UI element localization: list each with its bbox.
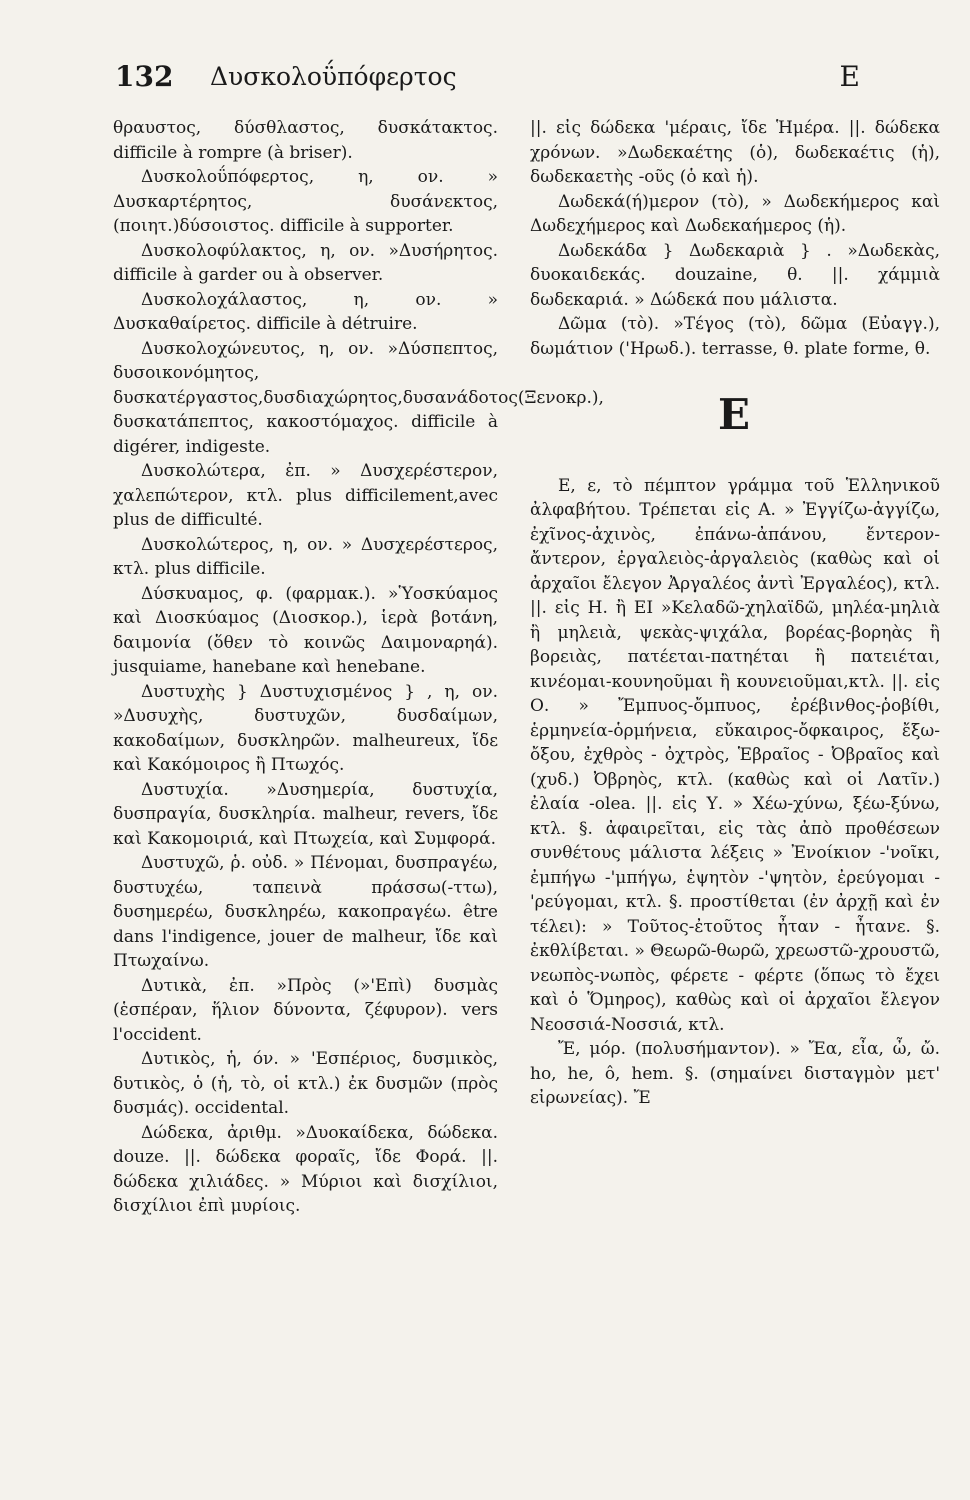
running-head: Δυσκολοΰπόφερτος xyxy=(210,62,457,91)
left-column xyxy=(113,116,604,1219)
entry: Δυστυχία. »Δυσημερία, δυστυχία, δυσπραγία, δυσκληρία. malheur, revers, ἴδε καὶ Κακομοιριά, καὶ Πτωχεία, καὶ Συμφορά. xyxy=(113,779,498,849)
entry: Δυστυχὴς } Δυστυχισμένος } , η, ον. »Δυσυχὴς, δυστυχῶν, δυσδαίμων, κακοδαίμων, δυσκληρῶν. malheureux, ἴδε καὶ Κακόμοιρος ἢ Πτωχός. xyxy=(113,681,498,775)
page-number: 132 xyxy=(115,60,174,93)
entry: Δυσκολώτερος, η, ον. » Δυσχερέστερος, κτλ. plus difficile. xyxy=(113,534,498,579)
entry: ||. εἰς δώδεκα 'μέραις, ἴδε Ἡμέρα. ||. δώδεκα χρόνων. »Δωδεκαέτης (ὁ), δωδεκαέτις (ἡ), δωδεκαετὴς -οῦς (ὁ καὶ ἡ). xyxy=(530,118,940,187)
entry: Δωδεκά(ή)μερον (τὸ), » Δωδεκήμερος καὶ Δωδεχήμερος καὶ Δωδεκαήμερος (ἡ). xyxy=(530,191,940,236)
entry: Δυσκολοχάλαστος, η, ον. » Δυσκαθαίρετος. difficile à détruire. xyxy=(113,289,498,334)
entry: Δυσκολοφύλακτος, η, ον. »Δυσήρητος. difficile à garder ou à observer. xyxy=(113,240,498,285)
header-section-letter: E xyxy=(839,60,860,93)
entry: Δυτικὰ, ἐπ. »Πρὸς (»'Επὶ) δυσμὰς (ἑσπέραν, ἥλιον δύνοντα, ζέφυρον). vers l'occident. xyxy=(113,975,498,1045)
entry: Δυσκολοχώνευτος, η, ον. »Δύσπεπτος, δυσοικονόμητος, δυσκατέργαστος,δυσδιαχώρητος,δυσανάδοτος(Ξενοκρ.), δυσκατάπεπτος, κακοστόμαχος. difficile à digérer, indigeste. xyxy=(113,338,604,457)
entry: Δωδεκάδα } Δωδεκαριὰ } . »Δωδεκὰς, δυοκαιδεκάς. douzaine, θ. ||. χάμμιὰ δωδεκαριά. » Δώδεκά που μάλιστα. xyxy=(530,240,940,310)
entry: Ἔ, μόρ. (πολυσήμαντον). » Ἔα, εἶα, ὦ, ὤ. ho, he, ô, hem. §. (σημαίνει δισταγμὸν μετ' εἰρωνείας). Ἔ xyxy=(530,1039,940,1108)
entry: θραυστος, δύσθλαστος, δυσκάτακτος. difficile à rompre (à briser). xyxy=(113,118,498,163)
entry: Δῶμα (τὸ). »Τέγος (τὸ), δῶμα (Εὐαγγ.), δωμάτιον ('Ηρωδ.). terrasse, θ. plate forme, θ. xyxy=(530,314,940,359)
section-heading-letter: E xyxy=(717,390,752,439)
right-column xyxy=(530,116,940,1111)
entry: Δυσκολώτερα, ἐπ. » Δυσχερέστερον, χαλεπώτερον, κτλ. plus difficilement,avec plus de difficulté. xyxy=(113,461,498,530)
entry: Δώδεκα, ἀριθμ. »Δυοκαίδεκα, δώδεκα. douze. ||. δώδεκα φοραῖς, ἴδε Φορά. ||. δώδεκα χιλιάδες. » Μύριοι καὶ δισχίλιοι, δισχίλιοι ἐπὶ μυρίοις. xyxy=(113,1122,498,1216)
entry: Δυτικὸς, ἡ, όν. » 'Εσπέριος, δυσμικὸς, δυτικὸς, ὁ (ἡ, τὸ, οἱ κτλ.) ἐκ δυσμῶν (πρὸς δυσμάς). occidental. xyxy=(113,1049,498,1118)
entry: Δύσκυαμος, φ. (φαρμακ.). »Ὑοσκύαμος καὶ Διοσκύαμος (Διοσκορ.), ἱερὰ βοτάνη, δαιμονία (ὅθεν τὸ κοινῶς Δαιμοναρηά). jusquiame, hanebane καὶ henebane. xyxy=(113,583,498,677)
page-header xyxy=(115,60,860,100)
entry: Ε, ε, τὸ πέμπτον γράμμα τοῦ Ἑλληνικοῦ ἀλφαβήτου. Τρέπεται εἰς Α. » Ἐγγίζω-ἀγγίζω, ἐχῖνος-ἀχινὸς, ἐπάνω-ἀπάνου, ἔντερον-ἄντερον, ἐργαλειὸς-ἀργαλειὸς (καθὼς καὶ οἱ ἀρχαῖοι ἔλεγον Ἀργαλέος ἀντὶ Ἐργαλέος), κτλ. ||. εἰς Η. ἢ ΕΙ »Κελαδῶ-χηλαϊδῶ, μηλέα-μηλιὰ ἢ μηλειὰ, ψεκὰς-ψιχάλα, βορέας-βορηὰς ἢ βορειὰς, πατέεται-πατηέται ἢ πατειέται, κινέομαι-κουνηοῦμαι ἢ κουνειοῦμαι,κτλ. ||. εἰς Ο. » Ἔμπυος-ὄμπυος, ἐρέβινθος-ῥοβίθι, ἑρμηνεία-ὁρμήνεια, εὔκαιρος-ὄφκαιρος, ἔξω-ὄξου, ἐχθρὸς - ὀχτρὸς, Ἑβραῖος - Ὀβραῖος καὶ (χυδ.) Ὀβρηὸς, κτλ. (καθὼς καὶ οἱ Λατῖν.) ἐλαία -olea. ||. εἰς Υ. » Χέω-χύνω, ξέω-ξύνω, κτλ. §. ἀφαιρεῖται, εἰς τὰς ἀπὸ προθέσεων συνθέτους μάλιστα λέξεις » Ἐνοίκιον -'νοῖκι, ἐμπήγω -'μπήγω, ἑψητὸν -'ψητὸν, ἐρεύγομαι -'ρεύγομαι, κτλ. §. προστίθεται (ἐν ἀρχῇ καὶ ἐν τέλει): » Τοῦτος-ἐτοῦτος ἦταν - ἦτανε. §. ἐκθλίβεται. » Θεωρῶ-θωρῶ, χρεωστῶ-χρουστῶ, νεωπὸς-νωπὸς, φέρετε - φέρτε (ὅπως τὸ ἔχει καὶ ὁ Ὅμηρος), καθὼς καὶ οἱ ἀρχαῖοι ἔλεγον Νεοσσιά-Νοσσιά, κτλ. xyxy=(530,475,940,1035)
entry: Δυσκολοΰπόφερτος, η, ον. » Δυσκαρτέρητος, δυσάνεκτος,(ποιητ.)δύσοιστος. difficile à supporter. xyxy=(113,167,498,236)
entry: Δυστυχῶ, ῥ. οὐδ. » Πένομαι, δυσπραγέω, δυστυχέω, ταπεινὰ πράσσω(-ττω), δυσημερέω, δυσκληρέω, κακοπραγέω. être dans l'indigence, jouer de malheur, ἴδε καὶ Πτωχαίνω. xyxy=(113,853,498,971)
